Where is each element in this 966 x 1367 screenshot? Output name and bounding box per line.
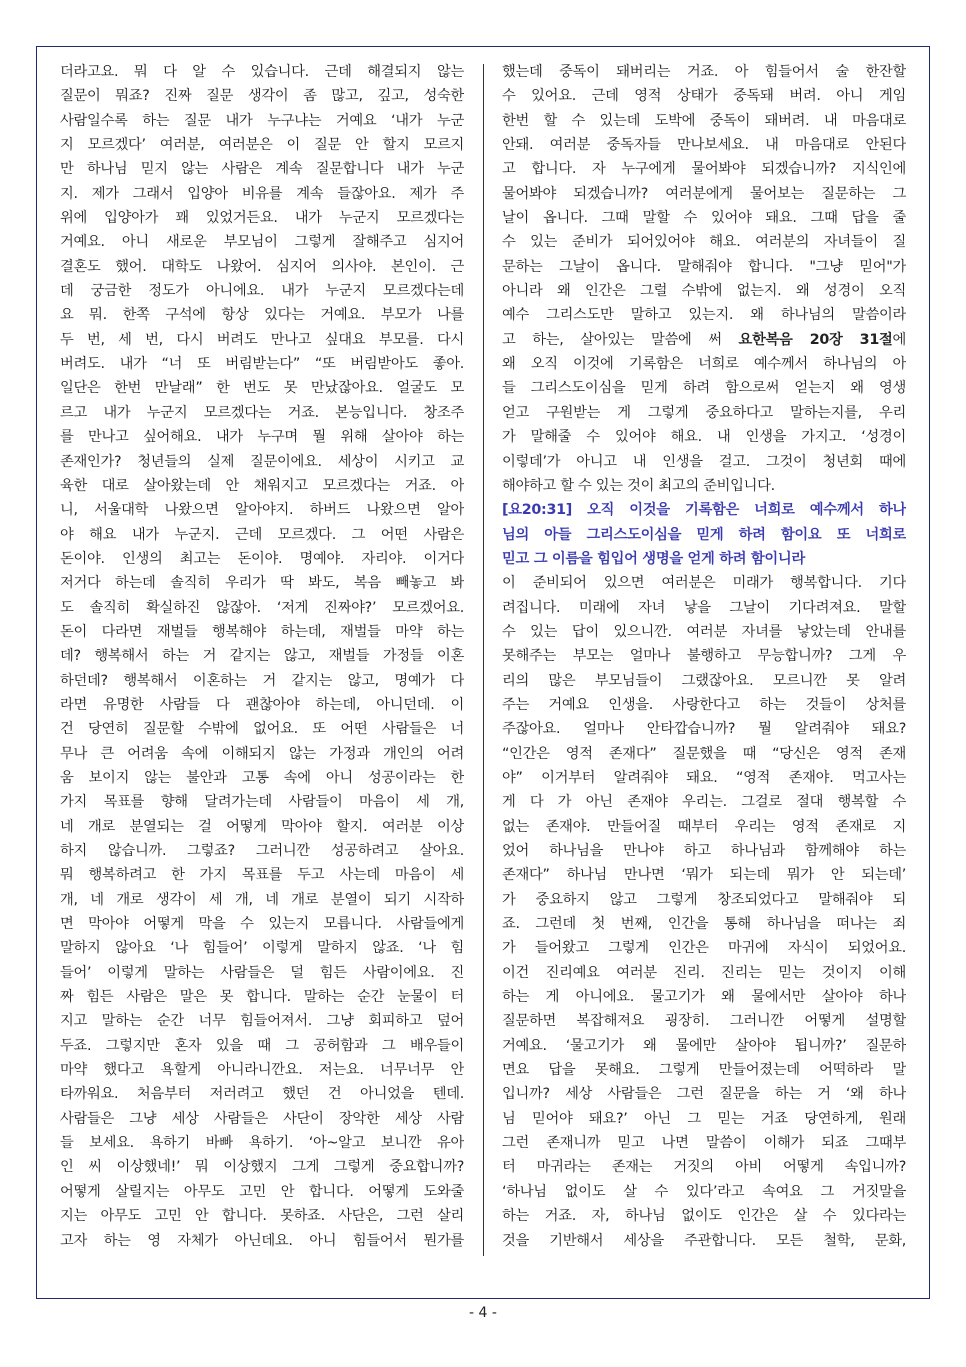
text-line: 이건 진리예요 여러분 진리. 진리는 믿는 것이지 이해 (502, 964, 906, 981)
text-line: 두죠. 그렇지만 혼자 있을 때 그 공허함과 그 배우들이 (60, 1037, 464, 1054)
text-line: 요 뭐. 한쪽 구석에 항상 있다는 거예요. 부모가 나를 (60, 307, 464, 324)
text-line: 질문하면 복잡해져요 굉장히. 그러니깐 어떻게 설명할 (502, 1013, 906, 1030)
text-line: 입니까? 세상 사람들은 그런 질문을 하는 거 ‘왜 하나 (502, 1086, 906, 1103)
left-column (60, 60, 464, 1253)
text-line: 지 모르겠다’ 여러분, 여러분은 이 질문 안 할지 모르지 (60, 137, 464, 154)
text-line: 못해주는 부모는 얼마나 불행하고 무능합니까? 그게 우 (502, 648, 906, 665)
text-line: 면요 답을 못해요. 그렇게 만들어졌는데 어떡하라 말 (502, 1062, 906, 1079)
text-line: 지. 제가 그래서 입양아 비유를 계속 들잖아요. 제가 주 (60, 185, 464, 202)
text-line: 데? 행복해서 하는 거 같지는 않고, 재벌들 가정들 이혼 (60, 648, 464, 665)
text-line: 해야하고 할 수 있는 것이 최고의 준비입니다. (502, 477, 775, 494)
text-line: 만 하나님 믿지 않는 사람은 계속 질문합니다 내가 누군 (60, 161, 464, 178)
page-number: - 4 - (469, 1305, 497, 1321)
text-line: 안돼. 여러분 중독자들 만나보세요. 내 마음대로 안된다 (502, 137, 906, 154)
text-line: 고자 하는 영 자체가 아닌데요. 아니 힘들어서 뭔가를 (60, 1232, 464, 1249)
text-line: 그런 존재니까 믿고 나면 말씀이 이해가 되죠 그때부 (502, 1135, 906, 1152)
text-line: 거예요. ‘물고기가 왜 물에만 살아야 됩니까?’ 질문하 (502, 1037, 906, 1054)
text-line: 수 있어요. 근데 영적 상태가 중독돼 버려. 아니 게임 (502, 88, 906, 105)
text-line: 거예요. 아니 새로운 부모님이 그렇게 잘해주고 심지어 (60, 234, 464, 251)
text-line: 니, 서울대학 나왔으면 알아야지. 하버드 나왔으면 알아 (60, 502, 464, 519)
scripture-reference-line (502, 328, 906, 352)
text-line: 야 해요 내가 누군지. 근데 모르겠다. 그 어떤 사람은 (60, 526, 464, 543)
text-line: 뭐 행복하려고 한 가지 목표를 두고 사는데 마음이 세 (60, 867, 464, 884)
text-line: 아니라 왜 인간은 그럴 수밖에 없는지. 왜 성경이 오직 (502, 283, 906, 300)
text-line: 가지 목표를 향해 달려가는데 사람들이 마음이 세 개, (60, 794, 464, 811)
text-line: 터 마귀라는 존재는 거짓의 아비 어떻게 속입니까? (502, 1159, 906, 1176)
text-line: 질문이 뭐죠? 진짜 질문 생각이 좀 많고, 깊고, 성숙한 (60, 88, 464, 105)
text-line: 라면 유명한 사람들 다 괜찮아야 하는데, 아니던데. 이 (60, 696, 464, 713)
text-line: 왜 오직 이것에 기록함은 너희로 예수께서 하나님의 아 (502, 356, 906, 373)
text-line: 인 씨 이상했네!’ 뭐 이상했지 그게 그렇게 중요합니까? (60, 1159, 464, 1176)
text-line: 날이 옵니다. 그때 말할 수 있어야 돼요. 그때 답을 줄 (502, 210, 906, 227)
text-line: 수 있는 답이 있으니깐. 여러분 자녀를 낳았는데 안내를 (502, 623, 906, 640)
text-line: 존재인가? 청년들의 실제 질문이에요. 세상이 시키고 교 (60, 453, 464, 470)
reference-suffix: 에 (892, 331, 906, 348)
text-line: 죠. 그런데 첫 번째, 인간을 통해 하나님을 떠나는 죄 (502, 916, 906, 933)
text-line: 타까워요. 처음부터 저러려고 했던 건 아니었을 텐데. (60, 1086, 464, 1103)
text-line: 들어’ 이렇게 말하는 사람들은 덜 힘든 사람이에요. 진 (60, 964, 464, 981)
text-line: 사람일수록 하는 질문 내가 누구냐는 거예요 ‘내가 누군 (60, 112, 464, 129)
text-line: 들 그리스도이심을 믿게 하려 함으로써 얻는지 왜 영생 (502, 380, 906, 397)
text-line: 님의 아들 그리스도이심을 믿게 하려 함이요 또 너희로 (502, 526, 906, 543)
text-line: 하는 게 아니에요. 물고기가 왜 물에서만 살아야 하나 (502, 989, 906, 1006)
text-line: 하던데? 행복해서 이혼하는 거 같지는 않고, 명예가 다 (60, 672, 464, 689)
text-line: 이 준비되어 있으면 여러분은 미래가 행복합니다. 기다 (502, 575, 906, 592)
text-line: 네 개로 분열되는 걸 어떻게 막아야 할지. 여러분 이상 (60, 818, 464, 835)
text-line: 어떻게 살릴지는 아무도 고민 안 합니다. 어떻게 도와줄 (60, 1183, 464, 1200)
reference-prefix: 고 하는, 살아있는 말씀에 써 (502, 331, 739, 348)
text-line: 지는 아무도 고민 안 합니다. 못하죠. 사단은, 그런 살리 (60, 1208, 464, 1225)
text-line: 리의 많은 부모님들이 그랬잖아요. 모르니깐 못 알려 (502, 672, 906, 689)
text-line: 주잖아요. 얼마나 안타깝습니까? 뭘 알려줘야 돼요? (502, 721, 906, 738)
text-line: 육한 대로 살아왔는데 안 채워지고 모르겠다는 거죠. 아 (60, 477, 464, 494)
text-line: 결혼도 했어. 대학도 나왔어. 심지어 의사야. 본인이. 근 (60, 258, 464, 275)
text-line: 고 합니다. 자 누구에게 물어봐야 되겠습니까? 지식인에 (502, 161, 906, 178)
text-line: 가 들어왔고 그렇게 인간은 마귀에 자식이 되었어요. (502, 940, 906, 957)
column-divider (483, 64, 484, 1256)
text-line: 없는 존재야. 만들어질 때부터 우리는 영적 존재로 지 (502, 818, 906, 835)
right-column (502, 60, 906, 1253)
text-line: 일단은 한번 만날래” 한 번도 못 만났잖아요. 얼굴도 모 (60, 380, 464, 397)
text-line: 두 번, 세 번, 다시 버려도 만나고 싶대요 부모를. 다시 (60, 331, 464, 348)
text-line: 것을 기반해서 세상을 주관합니다. 모든 철학, 문화, (502, 1232, 906, 1249)
text-line: 지고 말하는 순간 너무 힘들어져서. 그냥 회피하고 덮어 (60, 1013, 464, 1030)
text-line: 위에 입양아가 꽤 있었거든요. 내가 누군지 모르겠다는 (60, 210, 464, 227)
scripture-reference: 요한복음 20장 31절 (738, 331, 893, 348)
text-line: 했는데 중독이 돼버리는 거죠. 아 힘들어서 술 한잔할 (502, 64, 906, 80)
text-line: 돈이 다라면 재벌들 행복해야 하는데, 재벌들 마약 하는 (60, 623, 464, 640)
text-line: 들 보세요. 욕하기 바빠 욕하기. ‘아~알고 보니깐 유아 (60, 1135, 464, 1152)
text-line: 존재다” 하나님 만나면 ‘뭐가 되는데 뭐가 안 되는데’ (502, 867, 906, 884)
text-line: 마약 했다고 욕할게 아니라니깐요. 저는요. 너무너무 안 (60, 1062, 464, 1079)
text-line: 데 궁금한 정도가 아니에요. 내가 누군지 모르겠다는데 (60, 283, 464, 300)
text-line: 가 중요하지 않고 그렇게 창조되었다고 말해줘야 되 (502, 891, 906, 908)
text-line: 었어 하나님을 만나야 하고 하나님과 함께해야 하는 (502, 843, 906, 859)
text-line: [요20:31] 오직 이것을 기록함은 너희로 예수께서 하나 (502, 502, 906, 519)
text-line: 야” 이거부터 알려줘야 돼요. “영적 존재야. 먹고사는 (502, 769, 906, 786)
text-line: 말하지 않아요 ‘나 힘들어’ 이렇게 말하지 않죠. ‘나 힘 (60, 940, 464, 957)
text-line: 버려도. 내가 “너 또 버림받는다” “또 버림받아도 좋아. (60, 356, 464, 373)
text-line: 이렇데’가 아니고 내 인생을 걸고. 그것이 청년회 때에 (502, 453, 906, 470)
text-line: 무나 큰 어려움 속에 이해되지 않는 가정과 개인의 어려 (60, 745, 464, 762)
text-line: 믿고 그 이름을 힘입어 생명을 얻게 하려 함이니라 (502, 550, 805, 567)
text-line: 물어봐야 되겠습니까? 여러분에게 물어보는 질문하는 그 (502, 185, 906, 202)
text-line: 예수 그리스도만 말하고 있는지. 왜 하나님의 말씀이라 (502, 307, 906, 324)
text-line: 개, 네 개로 생각이 세 개, 네 개로 분열이 되기 시작하 (60, 891, 464, 908)
text-line: 돈이야. 인생의 최고는 돈이야. 명예야. 자리야. 이거다 (60, 550, 464, 567)
text-line: 주는 거예요 인생을. 사랑한다고 하는 것들이 상처를 (502, 696, 906, 713)
text-line: 님 믿어야 돼요?’ 아닌 그 믿는 거죠 당연하게, 원래 (502, 1110, 906, 1127)
text-line: 더라고요. 뭐 다 알 수 있습니다. 근데 해결되지 않는 (60, 64, 464, 80)
text-line: 짜 힘든 사람은 말은 못 합니다. 말하는 순간 눈물이 터 (60, 989, 464, 1006)
text-line: 르고 내가 누군지 모르겠다는 거죠. 본능입니다. 창조주 (60, 404, 464, 421)
text-line: 문하는 그날이 옵니다. 말해줘야 합니다. "그냥 믿어"가 (502, 258, 906, 275)
text-line: 저거다 하는데 솔직히 우리가 딱 봐도, 복음 빼놓고 봐 (60, 575, 464, 592)
text-line: 사람들은 그냥 세상 사람들은 사단이 장악한 세상 사람 (60, 1110, 464, 1127)
text-line: 를 만나고 싶어해요. 내가 누구며 뭘 위해 살아야 하는 (60, 429, 464, 446)
text-line: 수 있는 준비가 되어있어야 해요. 여러분의 자녀들이 질 (502, 234, 906, 251)
text-line: 움 보이지 않는 불안과 고통 속에 아니 성공이라는 한 (60, 769, 464, 786)
text-line: 건 당연히 질문할 수밖에 없어요. 또 어떤 사람들은 너 (60, 721, 464, 738)
text-line: 얻고 구원받는 게 그렇게 중요하다고 말하는지를, 우리 (502, 404, 906, 421)
text-line: 게 다 가 아닌 존재야 우리는. 그걸로 절대 행복할 수 (502, 794, 906, 811)
text-line: 려집니다. 미래에 자녀 낳을 그날이 기다려져요. 말할 (502, 599, 906, 616)
text-line: 하지 않습니까. 그렇죠? 그러니깐 성공하려고 살아요. (60, 843, 464, 859)
text-line: ‘하나님 없이도 살 수 있다’라고 속여요 그 거짓말을 (502, 1183, 906, 1200)
text-line: 한번 할 수 있는데 도박에 중독이 돼버려. 내 마음대로 (502, 112, 906, 129)
text-line: “인간은 영적 존재다” 질문했을 때 “당신은 영적 존재 (502, 745, 906, 762)
text-line: 가 말해줄 수 있어야 해요. 내 인생을 가지고. ‘성경이 (502, 429, 906, 446)
text-line: 면 막아야 어떻게 막을 수 있는지 모릅니다. 사람들에게 (60, 916, 464, 933)
text-line: 도 솔직히 확실하진 않잖아. ‘저게 진짜야?’ 모르겠어요. (60, 599, 464, 616)
text-line: 하는 거죠. 자, 하나님 없이도 인간은 살 수 있다라는 (502, 1208, 906, 1225)
